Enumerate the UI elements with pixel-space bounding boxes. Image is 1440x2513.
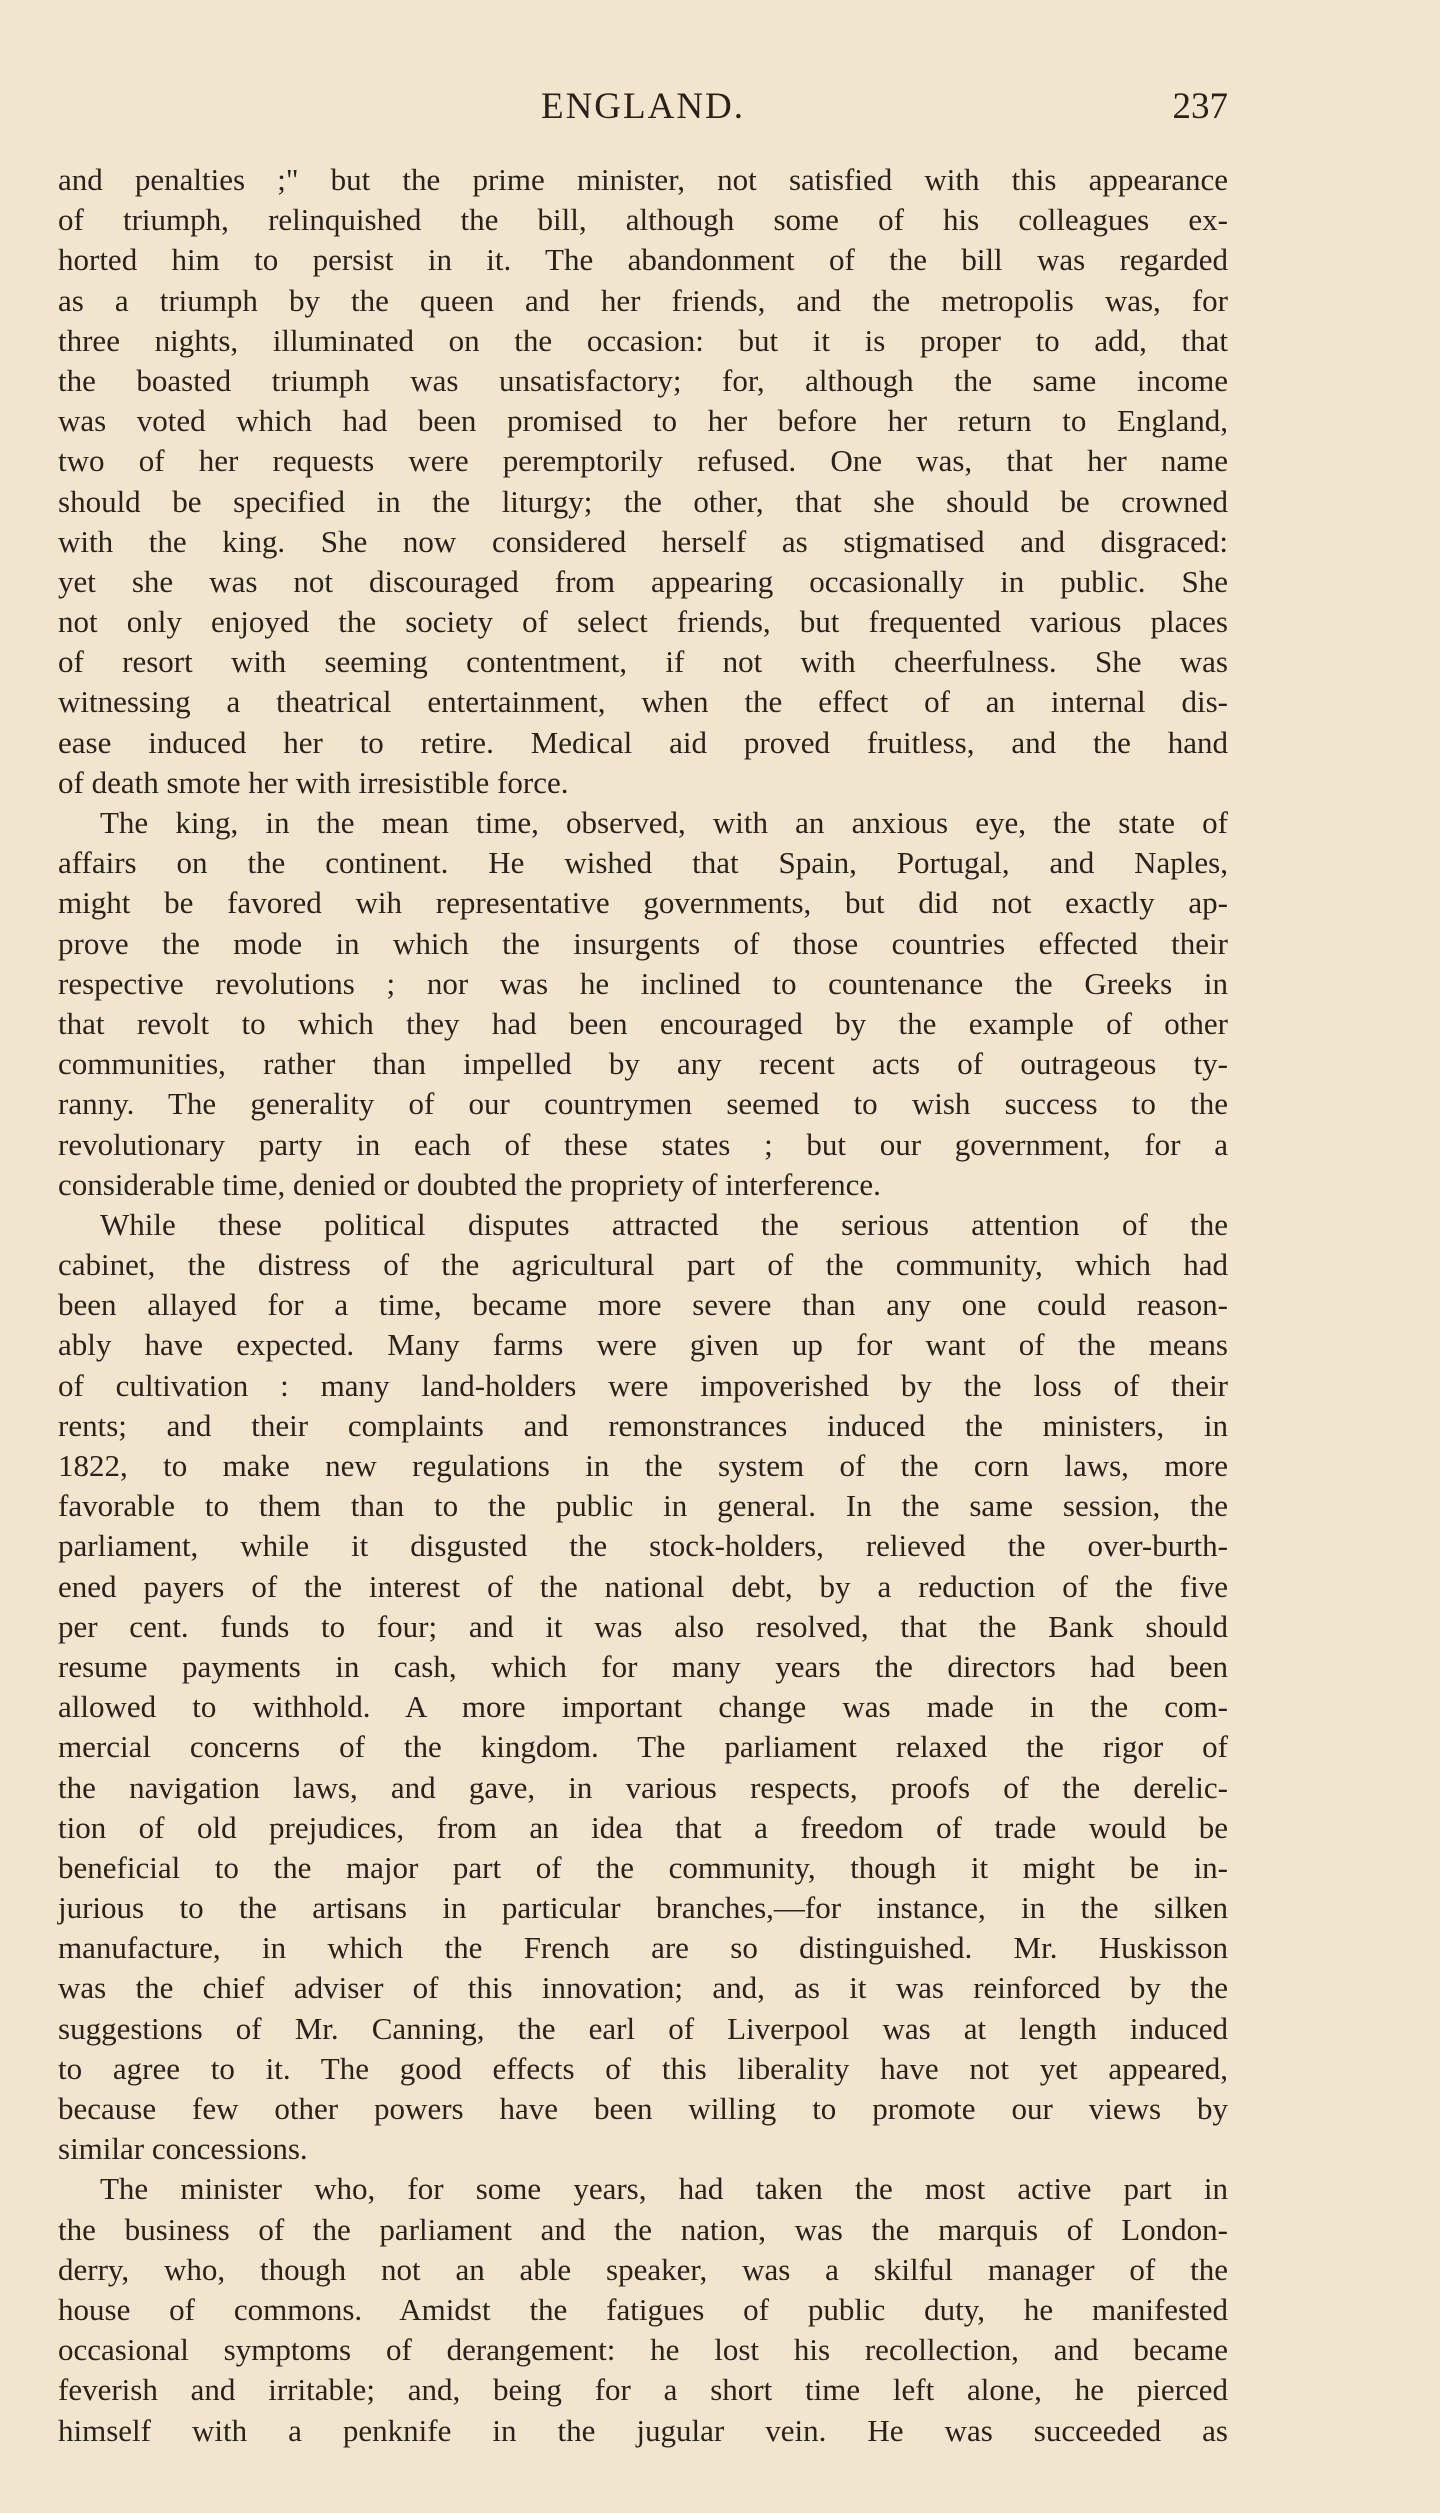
text-line: allowed to withhold. A more important change was made in the com- <box>58 1689 1228 1725</box>
text-line: not only enjoyed the society of select friends, but frequented various places <box>58 604 1228 640</box>
text-line: with the king. She now considered herself as stigmatised and disgraced: <box>58 523 1228 559</box>
text-line: affairs on the continent. He wished that Spain, Portugal, and Naples, <box>58 845 1228 881</box>
running-head: ENGLAND. <box>540 86 746 127</box>
text-line: to agree to it. The good effects of this liberality have not yet appeared, <box>58 2050 1228 2086</box>
text-line: cabinet, the distress of the agricultural part of the community, which had <box>58 1247 1228 1283</box>
text-line: similar concessions. <box>58 2131 308 2167</box>
text-line: occasional symptoms of derangement: he lost his recollection, and became <box>58 2332 1228 2368</box>
page-number: 237 <box>1172 86 1228 127</box>
text-line: revolutionary party in each of these states ; but our government, for a <box>58 1126 1228 1162</box>
text-line: and penalties ;" but the prime minister, not satisfied with this appearance <box>58 162 1228 197</box>
page-header <box>58 82 1228 132</box>
text-line: rents; and their complaints and remonstrances induced the ministers, in <box>58 1407 1228 1443</box>
text-line: that revolt to which they had been encouraged by the example of other <box>58 1005 1228 1041</box>
text-line: the navigation laws, and gave, in various respects, proofs of the derelic- <box>58 1769 1228 1805</box>
text-line: of resort with seeming contentment, if not with cheerfulness. She was <box>58 644 1228 680</box>
text-line: witnessing a theatrical entertainment, when the effect of an internal dis- <box>58 684 1228 720</box>
text-line: because few other powers have been willing to promote our views by <box>58 2091 1228 2126</box>
text-line: The minister who, for some years, had taken the most active part in <box>100 2171 1228 2207</box>
body-text <box>58 160 1228 2451</box>
text-line: the boasted triumph was unsatisfactory; for, although the same income <box>58 362 1228 398</box>
text-line: parliament, while it disgusted the stock-holders, relieved the over-burth- <box>58 1528 1228 1564</box>
text-line: prove the mode in which the insurgents of those countries effected their <box>58 925 1228 961</box>
text-line: tion of old prejudices, from an idea that a freedom of trade would be <box>58 1809 1228 1845</box>
text-line: feverish and irritable; and, being for a short time left alone, he pierced <box>58 2372 1228 2408</box>
text-line: The king, in the mean time, observed, with an anxious eye, the state of <box>100 805 1228 840</box>
text-line: manufacture, in which the French are so distinguished. Mr. Huskisson <box>58 1930 1228 1966</box>
text-line: derry, who, though not an able speaker, was a skilful manager of the <box>58 2251 1228 2287</box>
text-line: communities, rather than impelled by any recent acts of outrageous ty- <box>58 1046 1228 1082</box>
text-line: of cultivation : many land-holders were impoverished by the loss of their <box>58 1367 1228 1403</box>
text-line: three nights, illuminated on the occasion: but it is proper to add, that <box>58 322 1228 358</box>
text-line: might be favored wih representative governments, but did not exactly ap- <box>58 885 1228 921</box>
text-line: yet she was not discouraged from appearing occasionally in public. She <box>58 563 1228 599</box>
text-line: ease induced her to retire. Medical aid proved fruitless, and the hand <box>58 724 1228 760</box>
text-line: was voted which had been promised to her before her return to England, <box>58 403 1228 439</box>
text-line: favorable to them than to the public in general. In the same session, the <box>58 1488 1228 1524</box>
text-line: ranny. The generality of our countrymen seemed to wish success to the <box>58 1086 1228 1122</box>
text-line: himself with a penknife in the jugular vein. He was succeeded as <box>58 2412 1228 2448</box>
text-line: should be specified in the liturgy; the other, that she should be crowned <box>58 483 1228 519</box>
text-line: of triumph, relinquished the bill, although some of his colleagues ex- <box>58 202 1228 238</box>
text-line: ably have expected. Many farms were given up for want of the means <box>58 1327 1228 1363</box>
text-line: house of commons. Amidst the fatigues of public duty, he manifested <box>58 2291 1228 2327</box>
text-line: resume payments in cash, which for many years the directors had been <box>58 1648 1228 1684</box>
text-line: 1822, to make new regulations in the system of the corn laws, more <box>58 1448 1228 1483</box>
text-line: ened payers of the interest of the national debt, by a reduction of the five <box>58 1568 1228 1604</box>
text-line: the business of the parliament and the nation, was the marquis of London- <box>58 2211 1228 2247</box>
text-line: considerable time, denied or doubted the propriety of interference. <box>58 1166 881 1202</box>
text-line: jurious to the artisans in particular branches,—for instance, in the silken <box>58 1890 1228 1926</box>
text-line: horted him to persist in it. The abandonment of the bill was regarded <box>58 242 1228 278</box>
text-line: of death smote her with irresistible force. <box>58 764 569 800</box>
text-line: per cent. funds to four; and it was also resolved, that the Bank should <box>58 1608 1228 1644</box>
text-line: was the chief adviser of this innovation; and, as it was reinforced by the <box>58 1970 1228 2006</box>
text-line: as a triumph by the queen and her friends, and the metropolis was, for <box>58 282 1228 318</box>
text-line: two of her requests were peremptorily refused. One was, that her name <box>58 443 1228 479</box>
text-line: beneficial to the major part of the community, though it might be in- <box>58 1849 1228 1885</box>
text-line: respective revolutions ; nor was he inclined to countenance the Greeks in <box>58 965 1228 1001</box>
text-line: While these political disputes attracted the serious attention of the <box>100 1206 1228 1242</box>
text-line: been allayed for a time, became more severe than any one could reason- <box>58 1287 1228 1323</box>
text-line: suggestions of Mr. Canning, the earl of Liverpool was at length induced <box>58 2010 1228 2046</box>
text-line: mercial concerns of the kingdom. The parliament relaxed the rigor of <box>58 1729 1228 1765</box>
